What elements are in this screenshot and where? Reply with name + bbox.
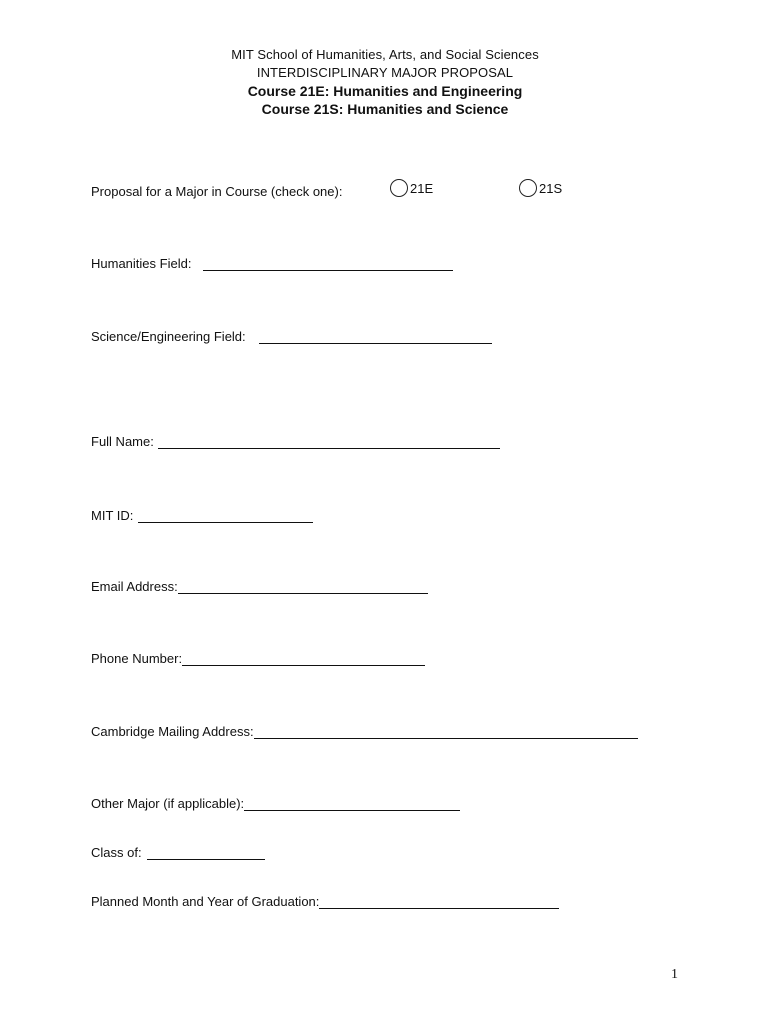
- form-title: INTERDISCIPLINARY MAJOR PROPOSAL: [256, 65, 514, 80]
- graduation-label: Planned Month and Year of Graduation:: [91, 894, 320, 909]
- radio-21e[interactable]: [390, 179, 408, 197]
- email-input[interactable]: [178, 580, 428, 594]
- science-field-row: [91, 329, 492, 344]
- full-name-input[interactable]: [158, 435, 500, 449]
- form-header: [0, 46, 770, 118]
- full-name-label: Full Name:: [91, 434, 154, 449]
- humanities-field-input[interactable]: [203, 257, 453, 271]
- mailing-address-row: [91, 724, 638, 739]
- radio-21s[interactable]: [519, 179, 537, 197]
- course-21s-title: Course 21S: Humanities and Science: [261, 101, 509, 117]
- humanities-field-row: [91, 256, 453, 271]
- phone-row: [91, 651, 425, 666]
- other-major-input[interactable]: [244, 797, 460, 811]
- proposal-label: Proposal for a Major in Course (check one):: [91, 184, 343, 199]
- proposal-row: [91, 184, 342, 199]
- page-number: 1: [671, 967, 678, 982]
- graduation-row: [91, 894, 559, 909]
- mit-id-label: MIT ID:: [91, 508, 134, 523]
- mailing-address-label: Cambridge Mailing Address:: [91, 724, 254, 739]
- email-row: [91, 579, 428, 594]
- humanities-field-label: Humanities Field:: [91, 256, 192, 271]
- mailing-address-input[interactable]: [254, 725, 638, 739]
- science-field-input[interactable]: [259, 330, 492, 344]
- class-of-row: [91, 845, 265, 860]
- option-21s[interactable]: [519, 179, 562, 197]
- option-21e-label: 21E: [410, 180, 434, 196]
- email-label: Email Address:: [91, 579, 178, 594]
- class-of-input[interactable]: [147, 846, 265, 860]
- option-21s-label: 21S: [539, 180, 563, 196]
- full-name-row: [91, 434, 500, 449]
- phone-label: Phone Number:: [91, 651, 183, 666]
- phone-input[interactable]: [182, 652, 425, 666]
- other-major-label: Other Major (if applicable):: [91, 796, 245, 811]
- class-of-label: Class of:: [91, 845, 142, 860]
- option-21e[interactable]: [390, 179, 433, 197]
- other-major-row: [91, 796, 460, 811]
- course-21e-title: Course 21E: Humanities and Engineering: [247, 83, 523, 99]
- graduation-input[interactable]: [319, 895, 559, 909]
- school-name: MIT School of Humanities, Arts, and Social Sciences: [231, 47, 539, 62]
- mit-id-input[interactable]: [138, 509, 313, 523]
- mit-id-row: [91, 508, 313, 523]
- science-field-label: Science/Engineering Field:: [91, 329, 246, 344]
